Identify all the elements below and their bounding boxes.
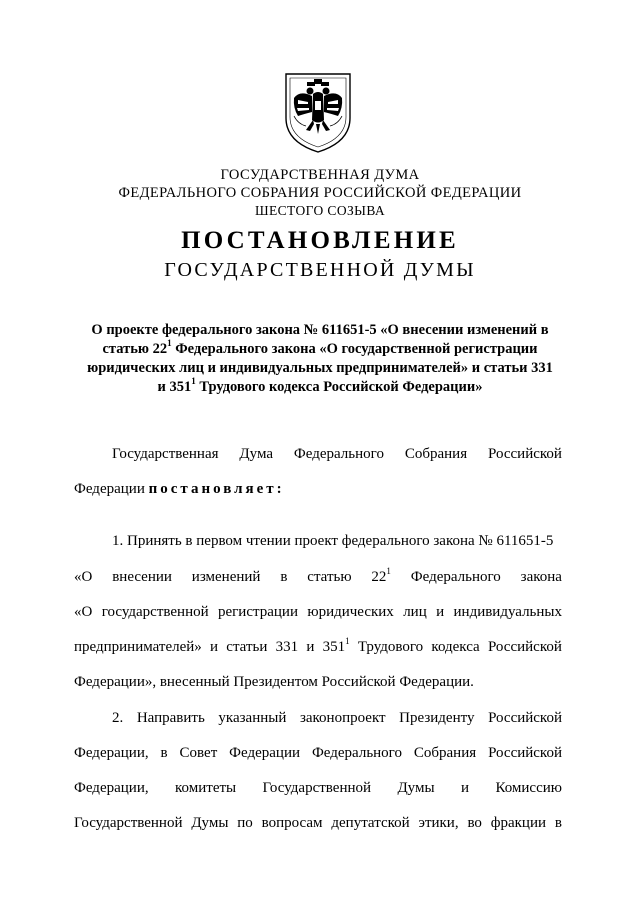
body-line: Федерации», внесенный Президентом Российской Федерации.: [74, 674, 474, 690]
body-line: «О государственной регистрации юридических лиц и индивидуальных: [74, 604, 562, 620]
header-convocation: ШЕСТОГО СОЗЫВА: [254, 203, 386, 218]
coat-of-arms-emblem: [280, 68, 356, 156]
body-line: Государственной Думы по вопросам депутатской этики, во фракции в: [74, 815, 562, 831]
subject-line: статью $22^1$ Федерального закона «О государственной регистрации: [102, 338, 538, 357]
header-duma: ГОСУДАРСТВЕННАЯ ДУМА: [220, 167, 420, 183]
body-line: Федерации, в Совет Федерации Федерального Собрания Российской: [74, 745, 562, 761]
document-subtitle: ГОСУДАРСТВЕННОЙ ДУМЫ: [164, 259, 476, 281]
subject-line: юридических лиц и индивидуальных предпринимателей» и статьи 331: [87, 360, 553, 376]
body-line: Федерации, комитеты Государственной Думы и Комиссию: [74, 780, 562, 796]
document-title: ПОСТАНОВЛЕНИЕ: [181, 227, 459, 254]
body-line: предпринимателей» и статьи 331 и $351^1$ Трудового кодекса Российской: [74, 636, 562, 655]
subject-line: и $351^1$ Трудового кодекса Российской Федерации»: [157, 376, 483, 395]
body-line: 2. Направить указанный законопроект Президенту Российской: [112, 710, 562, 726]
header-federal-assembly: ФЕДЕРАЛЬНОГО СОБРАНИЯ РОССИЙСКОЙ ФЕДЕРАЦИИ: [118, 185, 522, 201]
body-line: «О внесении изменений в статью $22^1$ Федерального закона: [74, 566, 562, 585]
body-line: Федерации постановляет:: [74, 481, 285, 497]
body-line: 1. Принять в первом чтении проект федерального закона № 611651-5: [112, 533, 554, 549]
subject-line: О проекте федерального закона № 611651-5 «О внесении изменений в: [91, 322, 549, 338]
decree-word: постановляет:: [148, 481, 285, 497]
body-line: Государственная Дума Федерального Собрания Российской: [112, 446, 562, 462]
